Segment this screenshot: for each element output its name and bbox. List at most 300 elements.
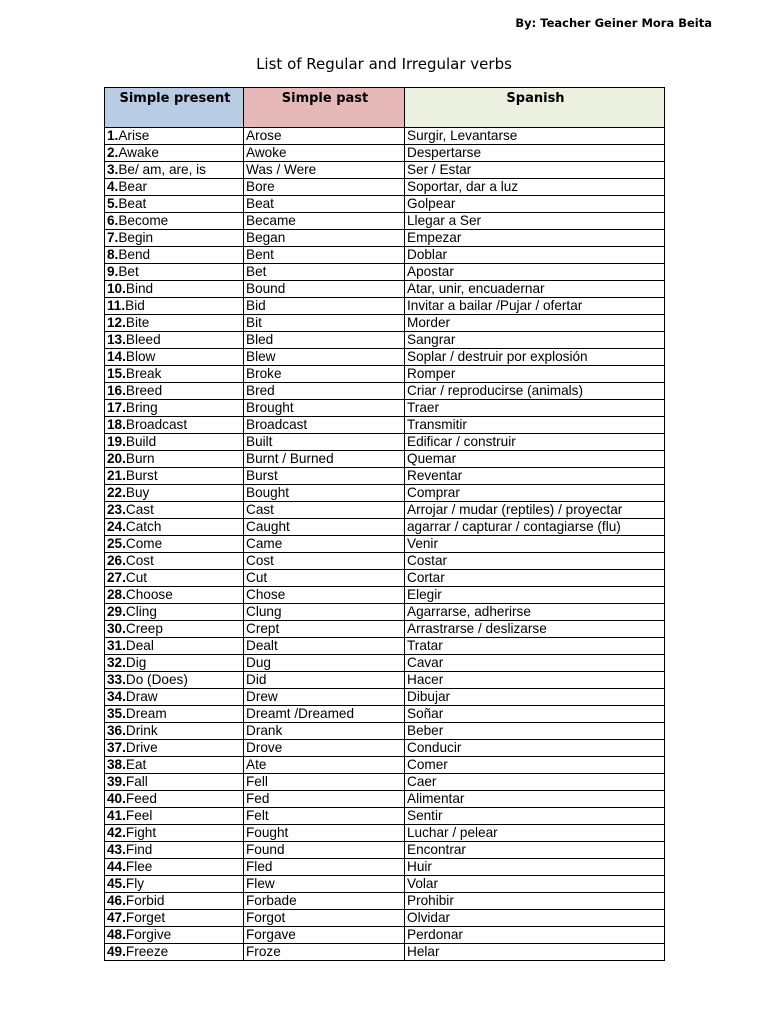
table-row bbox=[105, 502, 665, 519]
row-number: 6. bbox=[107, 213, 119, 228]
cell-spanish: Soportar, dar a luz bbox=[405, 179, 665, 196]
cell-simple-present bbox=[105, 485, 244, 502]
table-row bbox=[105, 281, 665, 298]
cell-spanish: agarrar / capturar / contagiarse (flu) bbox=[405, 519, 665, 536]
cell-spanish: Cortar bbox=[405, 570, 665, 587]
table-row bbox=[105, 417, 665, 434]
cell-spanish: Luchar / pelear bbox=[405, 825, 665, 842]
cell-spanish: Hacer bbox=[405, 672, 665, 689]
present-verb: Burst bbox=[125, 468, 158, 483]
cell-spanish: Cavar bbox=[405, 655, 665, 672]
present-verb: Bet bbox=[118, 264, 139, 279]
cell-simple-present bbox=[105, 502, 244, 519]
row-number: 13. bbox=[107, 332, 126, 347]
table-row bbox=[105, 672, 665, 689]
row-number: 40. bbox=[107, 791, 126, 806]
cell-spanish: Invitar a bailar /Pujar / ofertar bbox=[405, 298, 665, 315]
present-verb: Awake bbox=[118, 145, 159, 160]
cell-spanish: Empezar bbox=[405, 230, 665, 247]
cell-simple-present bbox=[105, 706, 244, 723]
table-row bbox=[105, 553, 665, 570]
cell-simple-past: Forgot bbox=[244, 910, 405, 927]
row-number: 22. bbox=[107, 485, 126, 500]
page-title: List of Regular and Irregular verbs bbox=[256, 55, 512, 73]
table-row bbox=[105, 825, 665, 842]
table-row bbox=[105, 570, 665, 587]
cell-simple-past: Bound bbox=[244, 281, 405, 298]
cell-spanish: Soñar bbox=[405, 706, 665, 723]
cell-simple-present bbox=[105, 944, 244, 961]
row-number: 43. bbox=[107, 842, 126, 857]
cell-simple-past: Fell bbox=[244, 774, 405, 791]
row-number: 25. bbox=[107, 536, 126, 551]
table-row bbox=[105, 247, 665, 264]
cell-simple-past: Crept bbox=[244, 621, 405, 638]
cell-spanish: Sangrar bbox=[405, 332, 665, 349]
table-row bbox=[105, 808, 665, 825]
cell-simple-past: Bought bbox=[244, 485, 405, 502]
cell-simple-present bbox=[105, 145, 244, 162]
row-number: 42. bbox=[107, 825, 126, 840]
present-verb: Dig bbox=[125, 655, 147, 670]
table-row bbox=[105, 434, 665, 451]
row-number: 29. bbox=[107, 604, 126, 619]
table-row bbox=[105, 944, 665, 961]
cell-simple-present bbox=[105, 859, 244, 876]
present-verb: Dream bbox=[125, 706, 167, 721]
cell-simple-present bbox=[105, 315, 244, 332]
cell-simple-past: Dealt bbox=[244, 638, 405, 655]
row-number: 31. bbox=[107, 638, 126, 653]
present-verb: Catch bbox=[125, 519, 162, 534]
present-verb: Drive bbox=[125, 740, 158, 755]
cell-spanish: Romper bbox=[405, 366, 665, 383]
cell-simple-present bbox=[105, 536, 244, 553]
row-number: 46. bbox=[107, 893, 126, 908]
cell-spanish: Comer bbox=[405, 757, 665, 774]
cell-simple-past: Arose bbox=[244, 128, 405, 145]
row-number: 7. bbox=[107, 230, 119, 245]
present-verb: Drink bbox=[125, 723, 158, 738]
present-verb: Bear bbox=[118, 179, 148, 194]
cell-spanish: Perdonar bbox=[405, 927, 665, 944]
cell-simple-present bbox=[105, 689, 244, 706]
table-row bbox=[105, 213, 665, 230]
row-number: 38. bbox=[107, 757, 126, 772]
row-number: 16. bbox=[107, 383, 126, 398]
table-row bbox=[105, 621, 665, 638]
cell-simple-past: Flew bbox=[244, 876, 405, 893]
present-verb: Fight bbox=[125, 825, 157, 840]
present-verb: Bring bbox=[125, 400, 158, 415]
cell-simple-present bbox=[105, 366, 244, 383]
cell-simple-past: Awoke bbox=[244, 145, 405, 162]
table-row bbox=[105, 655, 665, 672]
present-verb: Blow bbox=[125, 349, 156, 364]
table-row bbox=[105, 910, 665, 927]
present-verb: Burn bbox=[125, 451, 155, 466]
table-row bbox=[105, 383, 665, 400]
cell-simple-present bbox=[105, 332, 244, 349]
row-number: 17. bbox=[107, 400, 126, 415]
cell-simple-past: Drew bbox=[244, 689, 405, 706]
cell-spanish: Huir bbox=[405, 859, 665, 876]
cell-spanish: Olvidar bbox=[405, 910, 665, 927]
table-row bbox=[105, 332, 665, 349]
cell-spanish: Soplar / destruir por explosión bbox=[405, 349, 665, 366]
cell-spanish: Quemar bbox=[405, 451, 665, 468]
table-row bbox=[105, 162, 665, 179]
cell-spanish: Elegir bbox=[405, 587, 665, 604]
cell-spanish: Helar bbox=[405, 944, 665, 961]
cell-spanish: Venir bbox=[405, 536, 665, 553]
cell-simple-past: Bit bbox=[244, 315, 405, 332]
table-row bbox=[105, 128, 665, 145]
row-number: 49. bbox=[107, 944, 126, 959]
cell-simple-present bbox=[105, 825, 244, 842]
cell-spanish: Conducir bbox=[405, 740, 665, 757]
cell-spanish: Arrastrarse / deslizarse bbox=[405, 621, 665, 638]
present-verb: Cling bbox=[125, 604, 157, 619]
table-row bbox=[105, 349, 665, 366]
present-verb: Fall bbox=[125, 774, 148, 789]
cell-simple-present bbox=[105, 638, 244, 655]
cell-simple-present bbox=[105, 893, 244, 910]
cell-simple-present bbox=[105, 587, 244, 604]
cell-simple-past: Beat bbox=[244, 196, 405, 213]
cell-spanish: Criar / reproducirse (animals) bbox=[405, 383, 665, 400]
header-spanish: Spanish bbox=[405, 88, 665, 128]
row-number: 4. bbox=[107, 179, 119, 194]
row-number: 48. bbox=[107, 927, 126, 942]
cell-simple-past: Froze bbox=[244, 944, 405, 961]
present-verb: Fly bbox=[125, 876, 145, 891]
table-row bbox=[105, 723, 665, 740]
cell-simple-past: Clung bbox=[244, 604, 405, 621]
cell-simple-past: Drove bbox=[244, 740, 405, 757]
present-verb: Choose bbox=[125, 587, 173, 602]
cell-spanish: Atar, unir, encuadernar bbox=[405, 281, 665, 298]
table-body bbox=[105, 128, 665, 961]
present-verb: Forget bbox=[125, 910, 166, 925]
cell-spanish: Agarrarse, adherirse bbox=[405, 604, 665, 621]
row-number: 24. bbox=[107, 519, 126, 534]
cell-simple-present bbox=[105, 553, 244, 570]
row-number: 2. bbox=[107, 145, 119, 160]
cell-simple-past: Fed bbox=[244, 791, 405, 808]
row-number: 47. bbox=[107, 910, 126, 925]
cell-spanish: Comprar bbox=[405, 485, 665, 502]
cell-simple-past: Dug bbox=[244, 655, 405, 672]
table-row bbox=[105, 842, 665, 859]
present-verb: Flee bbox=[125, 859, 153, 874]
row-number: 27. bbox=[107, 570, 126, 585]
table-row bbox=[105, 893, 665, 910]
table-row bbox=[105, 451, 665, 468]
row-number: 26. bbox=[107, 553, 126, 568]
table-row bbox=[105, 774, 665, 791]
row-number: 37. bbox=[107, 740, 126, 755]
present-verb: Find bbox=[125, 842, 153, 857]
row-number: 44. bbox=[107, 859, 126, 874]
present-verb: Bind bbox=[125, 281, 154, 296]
cell-spanish: Ser / Estar bbox=[405, 162, 665, 179]
cell-simple-present bbox=[105, 468, 244, 485]
cell-simple-past: Burst bbox=[244, 468, 405, 485]
cell-spanish: Dibujar bbox=[405, 689, 665, 706]
table-row bbox=[105, 706, 665, 723]
present-verb: Buy bbox=[125, 485, 150, 500]
cell-simple-present bbox=[105, 876, 244, 893]
cell-simple-present bbox=[105, 213, 244, 230]
present-verb: Feed bbox=[125, 791, 157, 806]
row-number: 32. bbox=[107, 655, 126, 670]
cell-simple-past: Built bbox=[244, 434, 405, 451]
cell-simple-present bbox=[105, 128, 244, 145]
cell-simple-present bbox=[105, 383, 244, 400]
row-number: 8. bbox=[107, 247, 119, 262]
cell-simple-past: Blew bbox=[244, 349, 405, 366]
cell-spanish: Surgir, Levantarse bbox=[405, 128, 665, 145]
table-row bbox=[105, 519, 665, 536]
table-row bbox=[105, 196, 665, 213]
cell-simple-present bbox=[105, 655, 244, 672]
table-row bbox=[105, 485, 665, 502]
present-verb: Cast bbox=[125, 502, 154, 517]
cell-spanish: Sentir bbox=[405, 808, 665, 825]
cell-simple-past: Caught bbox=[244, 519, 405, 536]
cell-spanish: Arrojar / mudar (reptiles) / proyectar bbox=[405, 502, 665, 519]
present-verb: Bleed bbox=[125, 332, 161, 347]
table-row bbox=[105, 876, 665, 893]
row-number: 34. bbox=[107, 689, 126, 704]
cell-simple-past: Felt bbox=[244, 808, 405, 825]
cell-simple-present bbox=[105, 247, 244, 264]
row-number: 20. bbox=[107, 451, 126, 466]
cell-simple-past: Drank bbox=[244, 723, 405, 740]
present-verb: Freeze bbox=[125, 944, 169, 959]
present-verb: Bend bbox=[118, 247, 151, 262]
cell-simple-past: Ate bbox=[244, 757, 405, 774]
cell-simple-present bbox=[105, 740, 244, 757]
cell-simple-present bbox=[105, 162, 244, 179]
cell-simple-present bbox=[105, 349, 244, 366]
cell-spanish: Doblar bbox=[405, 247, 665, 264]
present-verb: Bid bbox=[125, 298, 145, 313]
present-verb: Do (Does) bbox=[125, 672, 188, 687]
cell-simple-present bbox=[105, 400, 244, 417]
present-verb: Bite bbox=[125, 315, 150, 330]
cell-simple-past: Cost bbox=[244, 553, 405, 570]
cell-simple-past: Cast bbox=[244, 502, 405, 519]
table-row bbox=[105, 740, 665, 757]
table-row bbox=[105, 179, 665, 196]
table-row bbox=[105, 927, 665, 944]
cell-simple-present bbox=[105, 842, 244, 859]
cell-simple-past: Bid bbox=[244, 298, 405, 315]
cell-simple-present bbox=[105, 604, 244, 621]
cell-simple-present bbox=[105, 791, 244, 808]
row-number: 36. bbox=[107, 723, 126, 738]
row-number: 10. bbox=[107, 281, 126, 296]
row-number: 45. bbox=[107, 876, 126, 891]
row-number: 33. bbox=[107, 672, 126, 687]
table-row bbox=[105, 689, 665, 706]
cell-simple-past: Bore bbox=[244, 179, 405, 196]
table-row bbox=[105, 400, 665, 417]
cell-simple-present bbox=[105, 910, 244, 927]
table-row bbox=[105, 315, 665, 332]
cell-spanish: Tratar bbox=[405, 638, 665, 655]
cell-simple-past: Bent bbox=[244, 247, 405, 264]
table-header bbox=[105, 88, 665, 128]
cell-simple-present bbox=[105, 298, 244, 315]
cell-spanish: Costar bbox=[405, 553, 665, 570]
cell-spanish: Apostar bbox=[405, 264, 665, 281]
cell-spanish: Reventar bbox=[405, 468, 665, 485]
cell-simple-present bbox=[105, 672, 244, 689]
row-number: 30. bbox=[107, 621, 126, 636]
cell-simple-past: Bred bbox=[244, 383, 405, 400]
cell-simple-past: Cut bbox=[244, 570, 405, 587]
table-row bbox=[105, 366, 665, 383]
present-verb: Cut bbox=[125, 570, 148, 585]
present-verb: Deal bbox=[125, 638, 154, 653]
cell-simple-present bbox=[105, 264, 244, 281]
cell-spanish: Volar bbox=[405, 876, 665, 893]
row-number: 5. bbox=[107, 196, 119, 211]
row-number: 19. bbox=[107, 434, 126, 449]
author-credit: By: Teacher Geiner Mora Beita bbox=[515, 16, 712, 30]
header-row bbox=[105, 88, 665, 128]
cell-spanish: Traer bbox=[405, 400, 665, 417]
cell-simple-present bbox=[105, 451, 244, 468]
table-row bbox=[105, 264, 665, 281]
present-verb: Breed bbox=[125, 383, 163, 398]
cell-simple-present bbox=[105, 179, 244, 196]
cell-simple-present bbox=[105, 808, 244, 825]
table-row bbox=[105, 468, 665, 485]
cell-simple-past: Bled bbox=[244, 332, 405, 349]
cell-spanish: Caer bbox=[405, 774, 665, 791]
present-verb: Become bbox=[118, 213, 169, 228]
row-number: 39. bbox=[107, 774, 126, 789]
present-verb: Draw bbox=[125, 689, 158, 704]
cell-spanish: Llegar a Ser bbox=[405, 213, 665, 230]
header-simple-present: Simple present bbox=[105, 88, 244, 128]
cell-simple-present bbox=[105, 281, 244, 298]
cell-simple-past: Became bbox=[244, 213, 405, 230]
header-simple-past: Simple past bbox=[244, 88, 405, 128]
cell-spanish: Golpear bbox=[405, 196, 665, 213]
row-number: 18. bbox=[107, 417, 126, 432]
cell-spanish: Prohibir bbox=[405, 893, 665, 910]
cell-spanish: Encontrar bbox=[405, 842, 665, 859]
row-number: 35. bbox=[107, 706, 126, 721]
row-number: 41. bbox=[107, 808, 126, 823]
row-number: 28. bbox=[107, 587, 126, 602]
cell-simple-past: Forbade bbox=[244, 893, 405, 910]
cell-simple-past: Forgave bbox=[244, 927, 405, 944]
cell-simple-past: Began bbox=[244, 230, 405, 247]
row-number: 21. bbox=[107, 468, 126, 483]
present-verb: Broadcast bbox=[125, 417, 188, 432]
cell-simple-present bbox=[105, 230, 244, 247]
table-row bbox=[105, 145, 665, 162]
table-row bbox=[105, 791, 665, 808]
cell-simple-present bbox=[105, 621, 244, 638]
cell-spanish: Morder bbox=[405, 315, 665, 332]
table-row bbox=[105, 757, 665, 774]
present-verb: Break bbox=[125, 366, 162, 381]
verbs-table bbox=[104, 87, 665, 961]
table-row bbox=[105, 604, 665, 621]
cell-simple-past: Broadcast bbox=[244, 417, 405, 434]
row-number: 14. bbox=[107, 349, 126, 364]
cell-simple-past: Dreamt /Dreamed bbox=[244, 706, 405, 723]
present-verb: Forbid bbox=[125, 893, 165, 908]
cell-simple-past: Fought bbox=[244, 825, 405, 842]
cell-simple-present bbox=[105, 417, 244, 434]
cell-simple-present bbox=[105, 927, 244, 944]
cell-simple-past: Was / Were bbox=[244, 162, 405, 179]
table-row bbox=[105, 859, 665, 876]
row-number: 11. bbox=[107, 298, 126, 313]
table-row bbox=[105, 587, 665, 604]
cell-spanish: Transmitir bbox=[405, 417, 665, 434]
table-row bbox=[105, 230, 665, 247]
present-verb: Arise bbox=[118, 128, 150, 143]
row-number: 23. bbox=[107, 502, 126, 517]
cell-simple-present bbox=[105, 434, 244, 451]
present-verb: Build bbox=[125, 434, 157, 449]
cell-simple-present bbox=[105, 757, 244, 774]
cell-simple-past: Chose bbox=[244, 587, 405, 604]
table-row bbox=[105, 638, 665, 655]
row-number: 3. bbox=[107, 162, 119, 177]
present-verb: Feel bbox=[125, 808, 153, 823]
present-verb: Eat bbox=[125, 757, 147, 772]
cell-spanish: Edificar / construir bbox=[405, 434, 665, 451]
cell-simple-past: Fled bbox=[244, 859, 405, 876]
cell-simple-present bbox=[105, 570, 244, 587]
cell-spanish: Alimentar bbox=[405, 791, 665, 808]
cell-simple-present bbox=[105, 519, 244, 536]
present-verb: Forgive bbox=[125, 927, 172, 942]
table-row bbox=[105, 536, 665, 553]
row-number: 15. bbox=[107, 366, 126, 381]
cell-simple-past: Found bbox=[244, 842, 405, 859]
cell-spanish: Beber bbox=[405, 723, 665, 740]
present-verb: Cost bbox=[125, 553, 154, 568]
cell-simple-past: Burnt / Burned bbox=[244, 451, 405, 468]
cell-simple-present bbox=[105, 774, 244, 791]
present-verb: Be/ am, are, is bbox=[118, 162, 206, 177]
cell-simple-past: Broke bbox=[244, 366, 405, 383]
cell-simple-past: Brought bbox=[244, 400, 405, 417]
present-verb: Beat bbox=[118, 196, 147, 211]
table-row bbox=[105, 298, 665, 315]
present-verb: Creep bbox=[125, 621, 163, 636]
cell-spanish: Despertarse bbox=[405, 145, 665, 162]
cell-simple-present bbox=[105, 196, 244, 213]
cell-simple-past: Did bbox=[244, 672, 405, 689]
cell-simple-past: Came bbox=[244, 536, 405, 553]
row-number: 1. bbox=[107, 128, 119, 143]
row-number: 9. bbox=[107, 264, 119, 279]
present-verb: Come bbox=[125, 536, 163, 551]
row-number: 12. bbox=[107, 315, 126, 330]
